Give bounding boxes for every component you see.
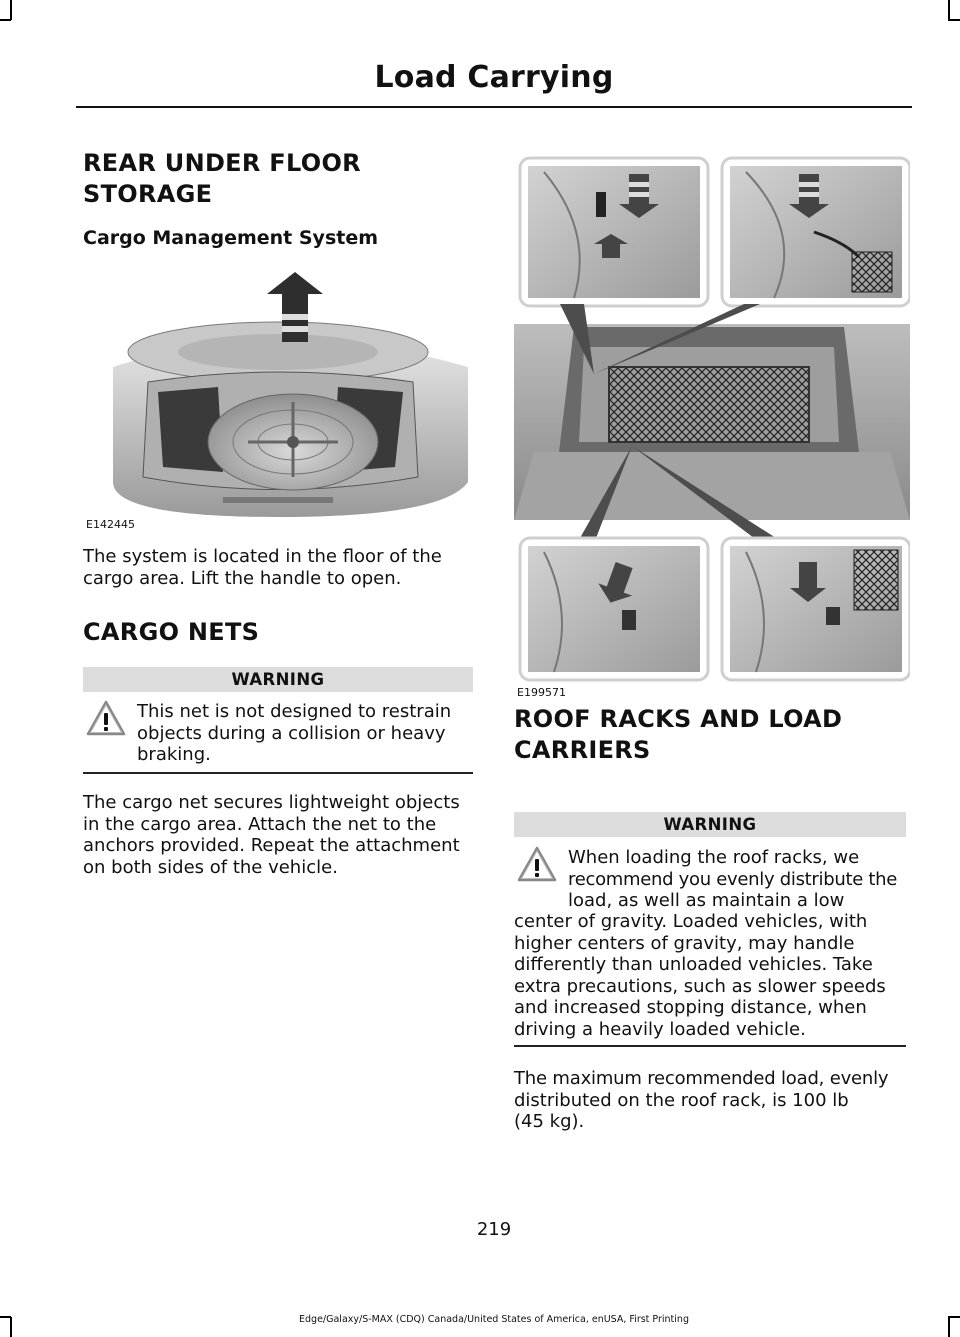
paragraph-cargo-management xyxy=(83,546,442,589)
page-number: 219 xyxy=(476,1219,512,1240)
warning-icon xyxy=(517,846,557,882)
warning-divider xyxy=(514,1045,906,1047)
figure-code: E142445 xyxy=(86,518,135,531)
subsection-title-cargo-management: Cargo Management System xyxy=(83,227,379,249)
section-title-line-2: CARRIERS xyxy=(514,736,651,764)
warning-line: recommend you evenly distribute the xyxy=(568,868,898,890)
paragraph-line: anchors provided. Repeat the attachment xyxy=(83,835,460,856)
warning-line: center of gravity. Loaded vehicles, with xyxy=(514,911,868,932)
warning-line: higher centers of gravity, may handle xyxy=(514,932,855,954)
section-title-line-2: STORAGE xyxy=(83,180,213,208)
page-header-title: Load Carrying xyxy=(374,60,614,95)
warning-text-indented xyxy=(568,847,897,912)
header-rule xyxy=(76,106,912,108)
section-title-cargo-nets: CARGO NETS xyxy=(83,618,260,646)
crop-mark-top-right-h xyxy=(948,19,960,21)
paragraph-line: in the cargo area. Attach the net to the xyxy=(83,813,437,835)
paragraph-line: (45 kg). xyxy=(514,1111,585,1132)
paragraph-line: The system is located in the floor of the xyxy=(83,546,442,567)
warning-line: extra precautions, such as slower speeds xyxy=(514,975,886,997)
figure-cargo-net-attachment xyxy=(514,152,910,684)
paragraph-line: cargo area. Lift the handle to open. xyxy=(83,567,402,589)
warning-line: and increased stopping distance, when xyxy=(514,997,867,1018)
warning-line: load, as well as maintain a low xyxy=(568,890,845,911)
paragraph-roof-load xyxy=(514,1068,888,1133)
crop-mark-top-left-h xyxy=(0,19,11,21)
paragraph-line: The cargo net secures lightweight objects xyxy=(83,792,460,813)
warning-line: objects during a collision or heavy xyxy=(137,722,446,744)
warning-header: WARNING xyxy=(83,667,473,692)
warning-line: differently than unloaded vehicles. Take xyxy=(514,954,873,975)
cargo-net-illustration xyxy=(514,152,910,684)
warning-text-full xyxy=(514,911,886,1040)
warning-icon xyxy=(86,700,126,736)
paragraph-line: distributed on the roof rack, is 100 lb xyxy=(514,1089,849,1111)
warning-divider xyxy=(83,772,473,774)
cargo-floor-illustration xyxy=(83,272,473,532)
crop-mark-top-left-v xyxy=(10,0,12,20)
warning-text xyxy=(137,701,451,766)
warning-line: When loading the roof racks, we xyxy=(568,847,860,868)
paragraph-line: The maximum recommended load, evenly xyxy=(514,1068,889,1089)
paragraph-cargo-nets xyxy=(83,792,460,878)
figure-code: E199571 xyxy=(517,686,566,699)
section-title-rear-under-floor xyxy=(83,148,361,210)
warning-line: braking. xyxy=(137,744,211,765)
warning-header: WARNING xyxy=(514,812,906,837)
paragraph-line: on both sides of the vehicle. xyxy=(83,856,338,878)
section-title-line-1: ROOF RACKS AND LOAD xyxy=(514,705,843,733)
section-title-line-1: REAR UNDER FLOOR xyxy=(83,149,361,177)
warning-line: This net is not designed to restrain xyxy=(137,701,452,722)
footer-text: Edge/Galaxy/S-MAX (CDQ) Canada/United States of America, enUSA, First Printing xyxy=(299,1314,689,1325)
section-title-roof-racks xyxy=(514,704,842,766)
crop-mark-top-right-v xyxy=(948,0,950,20)
warning-line: driving a heavily loaded vehicle. xyxy=(514,1018,806,1040)
figure-cargo-management xyxy=(83,272,473,532)
